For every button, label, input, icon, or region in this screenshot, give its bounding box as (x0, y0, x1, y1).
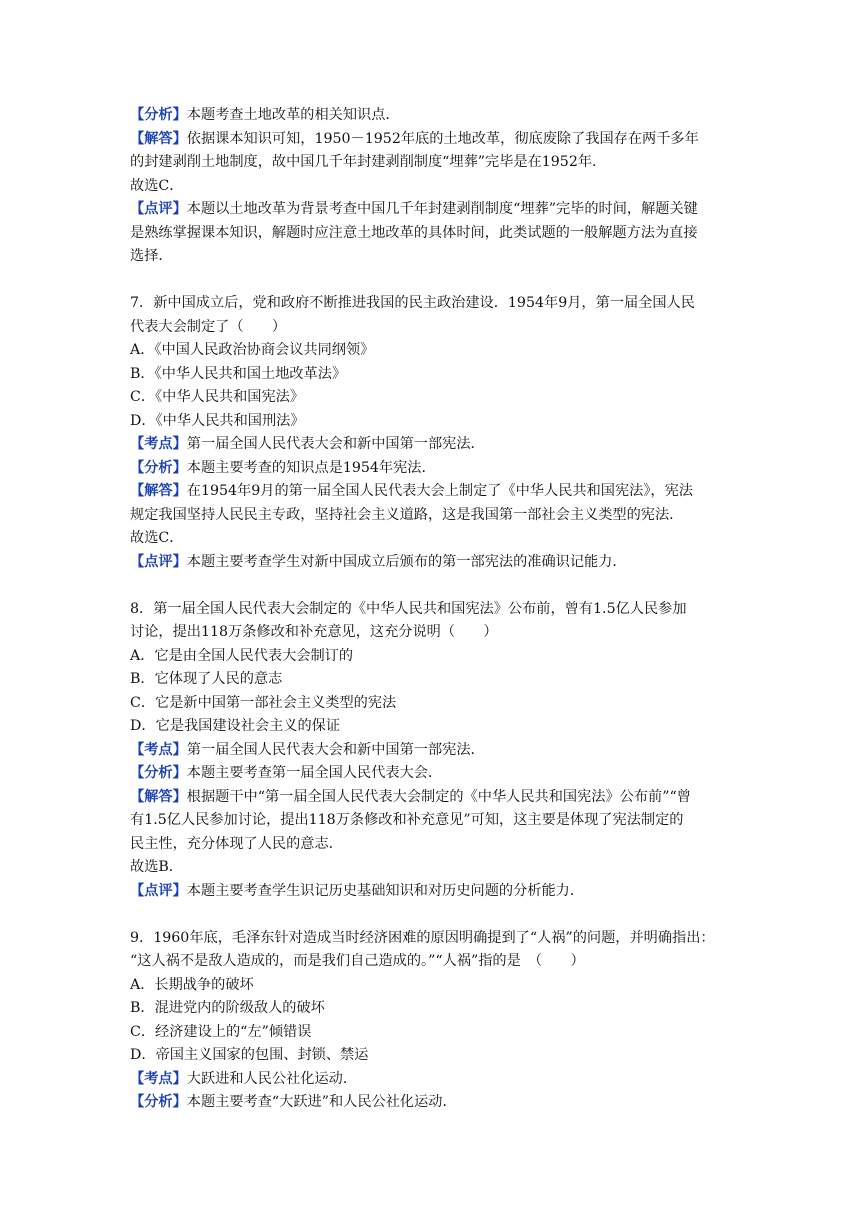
section-tag: 【考点】 (130, 436, 187, 452)
text-line (130, 1068, 730, 1092)
line-text: D．《中华人民共和国刑法》 (130, 412, 305, 429)
section-tag: 【解答】 (130, 483, 187, 499)
line-text: 本题主要考查的知识点是1954年宪法． (186, 459, 436, 476)
question-block (130, 927, 730, 1115)
line-text: D．帝国主义国家的包围、封锁、禁运 (130, 1047, 369, 1063)
section-tag: 【点评】 (130, 553, 187, 570)
text-line (130, 128, 730, 152)
text-line (130, 856, 730, 880)
line-text: B．它体现了人民的意志 (130, 671, 283, 687)
text-line (130, 292, 730, 316)
text-line (130, 621, 730, 645)
line-text: 依据课本知识可知，1950－1952年底的土地改革，彻底废除了我国存在两千多年 (186, 130, 699, 147)
line-text: 大跃进和人民公社化运动． (186, 1070, 358, 1087)
line-text: 故选B． (130, 859, 183, 875)
section-tag: 【分析】 (130, 107, 187, 123)
line-text: 第一届全国人民代表大会和新中国第一部宪法． (186, 741, 485, 758)
line-text: 故选C． (130, 530, 184, 546)
line-text: 本题主要考查学生识记历史基础知识和对历史问题的分析能力． (186, 882, 585, 899)
line-text: 规定我国坚持人民民主专政，坚持社会主义道路，这是我国第一部社会主义类型的宪法． (130, 506, 684, 523)
section-tag: 【点评】 (130, 201, 187, 217)
section-tag: 【点评】 (130, 882, 187, 899)
text-line (130, 598, 730, 622)
line-text: “这人祸不是敌人造成的，而是我们自己造成的。”“人祸”指的是 （ ） (130, 953, 585, 969)
line-text: B．混进党内的阶级敌人的破坏 (130, 1000, 325, 1016)
line-text: 第一届全国人民代表大会和新中国第一部宪法． (186, 436, 485, 452)
line-text: 9．1960年底，毛泽东针对造成当时经济困难的原因明确提到了“人祸”的问题，并明确指出： (130, 929, 715, 946)
text-line (130, 974, 730, 998)
text-line (130, 104, 730, 128)
text-line (130, 1044, 730, 1068)
line-text: 的封建剥削土地制度，故中国几千年封建剥削制度“埋葬”完毕是在1952年． (130, 154, 607, 170)
text-line (130, 527, 730, 551)
text-line (130, 175, 730, 199)
question-block (130, 598, 730, 904)
line-text: 是熟练掌握课本知识，解题时应注意土地改革的具体时间，此类试题的一般解题方法为直接 (130, 224, 698, 241)
section-tag: 【分析】 (130, 459, 187, 476)
block-gap (130, 574, 730, 598)
line-text: 代表大会制定了（ ） (130, 318, 287, 335)
line-text: C．它是新中国第一部社会主义类型的宪法 (130, 694, 397, 711)
text-line (130, 151, 730, 175)
line-text: A．《中国人民政治协商会议共同纲领》 (130, 342, 375, 358)
line-text: 讨论，提出118万条修改和补充意见，这充分说明（ ） (130, 624, 498, 640)
text-line (130, 457, 730, 481)
line-text: 在1954年9月的第一届全国人民代表大会上制定了《中华人民共和国宪法》，宪法 (186, 483, 693, 499)
line-text: 本题考查土地改革的相关知识点． (186, 107, 400, 123)
text-line (130, 762, 730, 786)
text-line (130, 692, 730, 716)
text-line (130, 809, 730, 833)
line-text: 7．新中国成立后，党和政府不断推进我国的民主政治建设．1954年9月，第一届全国人民 (130, 295, 695, 311)
line-text: A．长期战争的破坏 (130, 976, 254, 993)
section-tag: 【解答】 (130, 130, 187, 147)
block-gap (130, 269, 730, 293)
text-line (130, 480, 730, 504)
line-text: C．经济建设上的“左”倾错误 (130, 1023, 312, 1040)
text-line (130, 504, 730, 528)
line-text: 故选C． (130, 177, 184, 194)
text-line (130, 551, 730, 575)
text-line (130, 880, 730, 904)
text-line (130, 739, 730, 763)
text-line (130, 222, 730, 246)
text-line (130, 245, 730, 269)
line-text: 8．第一届全国人民代表大会制定的《中华人民共和国宪法》公布前，曾有1.5亿人民参加 (130, 600, 687, 617)
text-line (130, 316, 730, 340)
document-page (130, 104, 730, 1115)
section-tag: 【分析】 (130, 765, 187, 781)
text-line (130, 386, 730, 410)
line-text: 本题主要考查学生对新中国成立后颁布的第一部宪法的准确识记能力． (186, 553, 627, 570)
text-line (130, 833, 730, 857)
text-line (130, 950, 730, 974)
text-line (130, 645, 730, 669)
line-text: B．《中华人民共和国土地改革法》 (130, 365, 347, 382)
line-text: 本题以土地改革为背景考查中国几千年封建剥削制度“埋葬”完毕的时间，解题关键 (186, 201, 698, 217)
question-block (130, 104, 730, 269)
block-gap (130, 903, 730, 927)
section-tag: 【分析】 (130, 1094, 187, 1110)
text-line (130, 997, 730, 1021)
text-line (130, 1021, 730, 1045)
line-text: C．《中华人民共和国宪法》 (130, 389, 305, 405)
line-text: A．它是由全国人民代表大会制订的 (130, 647, 354, 664)
text-line (130, 927, 730, 951)
text-line (130, 1091, 730, 1115)
line-text: 本题主要考查第一届全国人民代表大会． (186, 765, 443, 781)
line-text: 根据题干中“第一届全国人民代表大会制定的《中华人民共和国宪法》公布前”“曾 (186, 788, 691, 805)
text-line (130, 715, 730, 739)
text-line (130, 198, 730, 222)
text-line (130, 339, 730, 363)
question-block (130, 292, 730, 574)
text-line (130, 410, 730, 434)
text-line (130, 363, 730, 387)
line-text: 本题主要考查“大跃进”和人民公社化运动． (186, 1094, 457, 1110)
text-line (130, 433, 730, 457)
text-line (130, 786, 730, 810)
section-tag: 【解答】 (130, 788, 187, 805)
line-text: 有1.5亿人民参加讨论，提出118万条修改和补充意见”可知，这主要是体现了宪法制定的 (130, 812, 684, 828)
line-text: D．它是我国建设社会主义的保证 (130, 718, 341, 734)
line-text: 选择． (130, 248, 173, 264)
text-line (130, 668, 730, 692)
line-text: 民主性，充分体现了人民的意志． (130, 835, 343, 852)
section-tag: 【考点】 (130, 741, 187, 758)
section-tag: 【考点】 (130, 1070, 187, 1087)
